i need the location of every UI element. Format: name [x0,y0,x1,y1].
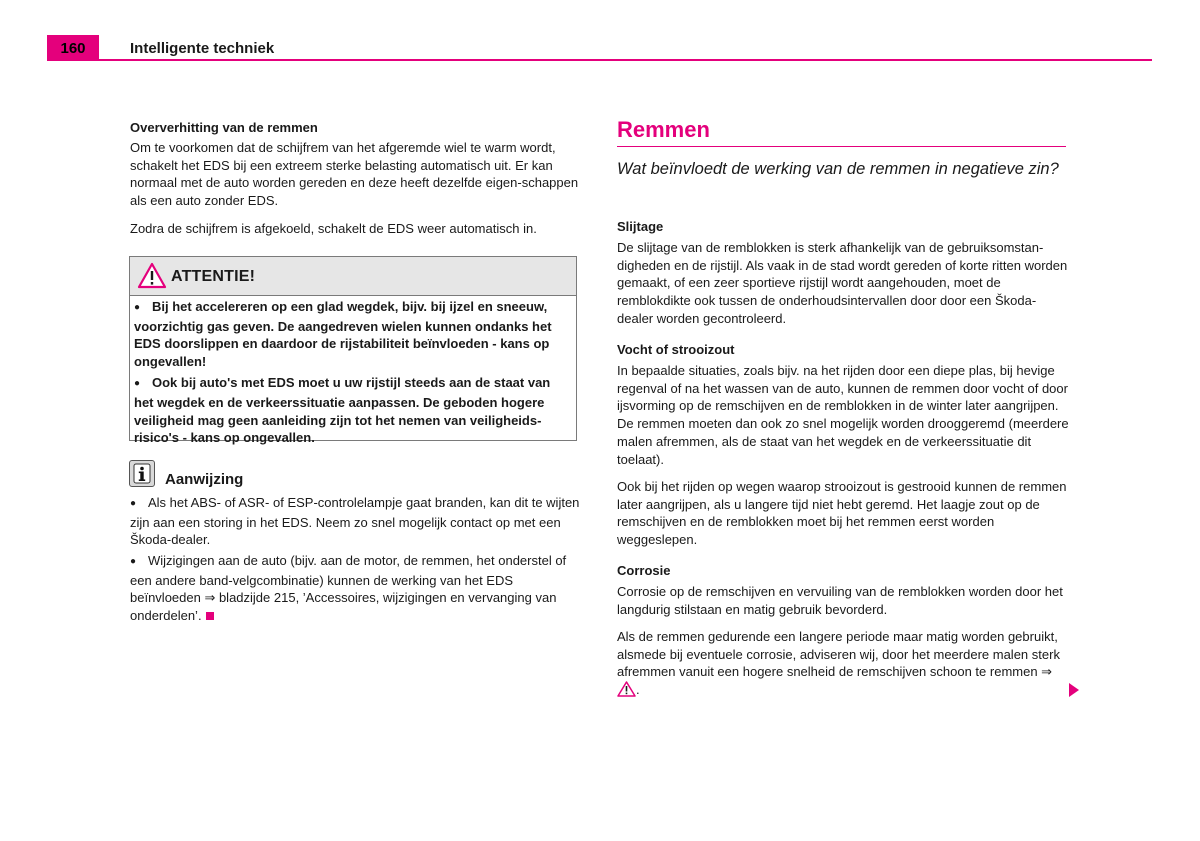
section-question: Wat beïnvloedt de werking van de remmen in negatieve zin? [617,160,1059,178]
info-i-glyph [130,461,154,486]
moisture-heading: Vocht of strooizout [617,342,735,357]
advice-text-end: . [636,682,640,698]
chapter-title: Intelligente techniek [130,40,275,57]
bullet-icon [134,298,152,318]
note-title: Aanwijzing [165,471,244,488]
overheat-heading: Oververhitting van de remmen [130,120,318,135]
salt-text: Ook bij het rijden op wegen waarop strooizout is gestrooid kunnen de remmen later aangrijpen, als u langere tijd niet hebt geremd. Het laagje zout op de remschijven en de remblokken moet bij het remmen eerst worden weggeslepen. [617,479,1067,548]
warning-box [129,256,577,446]
note-item-text: Als het ABS- of ASR- of ESP-controlelampje gaat branden, kan dit te wijten zijn aan een storing in het EDS. Neem zo snel mogelijk contact op met een Škoda-dealer. [130,495,580,548]
corrosion-text: Corrosie op de remschijven en vervuiling van de remblokken worden door het langdurig stilstaan en matig gebruik bevorderd. [617,584,1063,617]
header-divider [47,59,1152,61]
next-page-arrow-icon[interactable] [1069,683,1079,697]
end-of-section-marker [206,612,214,620]
warning-item [134,298,572,370]
bullet-icon [130,552,148,572]
bullet-icon [134,374,152,394]
info-icon [129,460,155,487]
warning-title: ATTENTIE! [171,268,256,285]
section-title: Remmen [617,117,710,142]
note-item [130,552,582,625]
note-item [130,494,582,549]
warning-item [134,374,572,446]
section-divider [617,146,1066,147]
warning-body [130,296,576,447]
corrosion-heading: Corrosie [617,563,671,578]
warning-triangle-icon [137,262,167,289]
moisture-text: In bepaalde situaties, zoals bijv. na het rijden door een diepe plas, bij hevige regenval of na het wassen van de auto, kunnen de remmen door vocht of door ijsvorming op de remschijven en de remblokken in de winter later aangrijpen. De remmen moeten dan ook zo snel mogelijk worden drooggeremd (meerdere malen afremmen, als de staat van het wegdek en de verkeerssituatie dit toelaat). [617,363,1069,467]
warning-header [130,257,576,296]
advice-text [617,628,1069,699]
page-number: 160 [47,35,99,60]
wear-heading: Slijtage [617,219,664,234]
warning-item-text: Ook bij auto's met EDS moet u uw rijstijl steeds aan de staat van het wegdek en de verkeerssituatie aanpassen. De geboden hogere veiligheid mag geen aanleiding zijn tot het nemen van veiligheids-risico's - kans op ongevallen. [134,375,551,446]
overheat-text: Om te voorkomen dat de schijfrem van het afgeremde wiel te warm wordt, schakelt het EDS bij een extreem sterke belasting automatisch uit. Er kan normaal met de auto worden gereden en deze heeft dezelfde eigen-schappen als een auto zonder EDS. [130,140,579,209]
warning-item-text: Bij het accelereren op een glad wegdek, bijv. bij ijzel en sneeuw, voorzichtig gas geven. De aangedreven wielen kunnen ondanks het EDS doorslippen en daardoor de rijstabiliteit beïnvloeden - kans op ongevallen! [134,299,552,369]
advice-text-body: Als de remmen gedurende een langere periode maar matig worden gebruikt, alsmede bij eventuele corrosie, adviseren wij, door het meerdere malen sterk afremmen vanuit een hogere snelheid de remschijven schoon te remmen ⇒ [617,629,1060,680]
warning-reference-icon[interactable] [617,681,636,697]
bullet-icon [130,494,148,514]
wear-text: De slijtage van de remblokken is sterk afhankelijk van de gebruiksomstan-digheden en de rijstijl. Als vaak in de stad wordt gereden of korte ritten worden gemaakt, of een zeer sportieve rijstijl wordt aangehouden, moet de remblokdikte ook tussen de onderhoudsintervallen door door een Škoda-dealer worden gecontroleerd. [617,240,1068,326]
cooled-text: Zodra de schijfrem is afgekoeld, schakelt de EDS weer automatisch in. [130,221,537,236]
note-item-text: Wijzigingen aan de auto (bijv. aan de motor, de remmen, het onderstel of een andere band-velgcombinatie) kunnen de werking van het EDS beïnvloeden ⇒ bladzijde 215, ’Accessoires, wijzigingen en vervanging van onderdelen’. [130,553,567,624]
